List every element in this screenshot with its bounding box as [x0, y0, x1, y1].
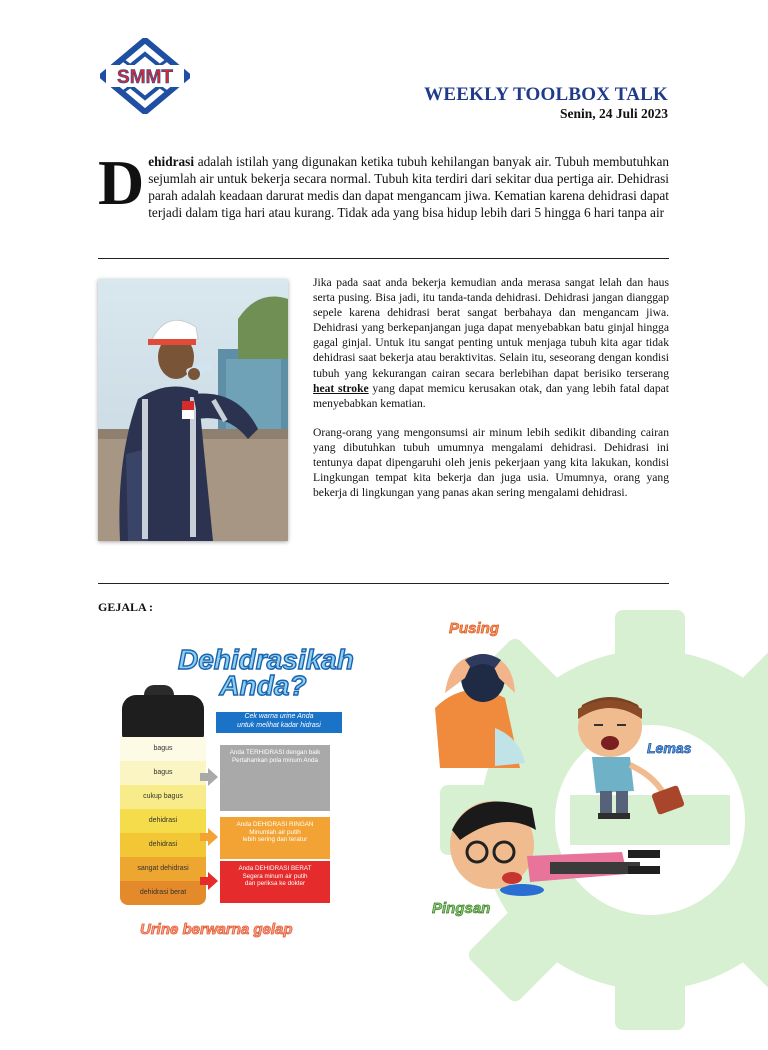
infographic-title-line1: Dehidrasikah: [178, 644, 354, 675]
infographic-title: [178, 644, 354, 701]
divider-top: [98, 258, 669, 259]
body-p1-end: yang dapat memicu kerusakan otak, dan yang lebih fatal dapat menyebabkan kematian.: [313, 381, 669, 410]
status-hydrated-line2: Pertahankan pola minum Anda: [231, 756, 319, 764]
intro-lead-word: ehidrasi: [148, 154, 195, 169]
bottle-lid: [122, 695, 204, 739]
body-p1-text: Jika pada saat anda bekerja kemudian anda merasa sangat lelah dan haus serta pusing. Bisa jadi, itu tanda-tanda dehidrasi. Dehidrasi jangan dianggap sepele karena dehidrasi berat sangat berbahaya dan mengancam jiwa. Dehidrasi yang berkepanjangan juga dapat menyebabkan batu ginjal hingga gagal ginjal. Untuk itu sangat penting untuk menjaga tubuh kita agar tidak dehidrasi saat bekerja atau beraktivitas. Selain itu, seseorang dengan kondisi tubuh yang kekurangan cairan secara berlebihan dapat berisiko terserang: [313, 276, 669, 380]
symptom-label-pingsan: Pingsan: [432, 900, 491, 917]
status-hydrated-line1: Anda TERHIDRASI dengan baik: [229, 749, 321, 756]
arrow-mild-icon: [208, 828, 218, 846]
status-severe-line1: Anda DEHIDRASI BERAT: [238, 865, 312, 872]
infographic-subtitle: [216, 712, 342, 733]
symptom-label-lemas: Lemas: [647, 740, 692, 756]
document-title: WEEKLY TOOLBOX TALK: [424, 84, 668, 105]
arrow-severe-icon: [208, 872, 218, 890]
smmt-logo: [100, 38, 190, 114]
body-text: [313, 275, 669, 514]
symptom-label-pusing: Pusing: [449, 620, 500, 637]
urine-bottle: [120, 737, 206, 905]
document-date: Senin, 24 Juli 2023: [559, 106, 668, 121]
arrow-hydrated-stem: [200, 773, 208, 781]
arrow-hydrated-icon: [208, 768, 218, 786]
symptoms-heading: GEJALA :: [98, 600, 154, 614]
body-paragraph-1: [313, 275, 669, 411]
dizzy-person-illustration: [425, 638, 535, 768]
worker-drinking-photo: [98, 279, 288, 541]
urine-band-7: dehidrasi berat: [120, 881, 206, 905]
status-mild-line1: Anda DEHIDRASI RINGAN: [236, 821, 314, 828]
status-mild-line3: lebih sering dan teratur: [242, 836, 308, 843]
intro-text: adalah istilah yang digunakan ketika tubuh kehilangan banyak air. Tubuh membutuhkan sejumlah air untuk bekerja secara normal. Tubuh kita terdiri dari sekitar dua pertiga air. Dehidrasi parah adalah keadaan darurat medis dan dapat mengancam jiwa. Kematian karena dehidrasi dapat terjadi dalam tiga hari atau kurang. Tidak ada yang bisa hidup lebih dari 5 hingga 6 hari tanpa air: [148, 154, 669, 220]
status-severe-line2: Segera minum air putih: [242, 872, 308, 880]
urine-band-5: dehidrasi: [120, 833, 206, 857]
urine-band-6: sangat dehidrasi: [120, 857, 206, 881]
svg-text:SMMT: SMMT: [117, 67, 173, 88]
urine-band-1: bagus: [120, 737, 206, 761]
divider-bottom: [98, 583, 669, 584]
infographic-title-line2: Anda?: [219, 670, 307, 701]
arrow-severe-stem: [200, 877, 208, 885]
status-mild: [220, 817, 330, 859]
urine-color-infographic: [112, 644, 354, 945]
status-mild-line2: Minumlah air putih: [249, 828, 301, 836]
intro-paragraph: [98, 147, 669, 221]
infographic-subtitle-line1: Cek warna urine Anda: [244, 713, 314, 720]
urine-band-2: bagus: [120, 761, 206, 785]
status-severe-line3: dan periksa ke dokter: [244, 880, 306, 887]
infographic-footer: Urine berwarna gelap: [140, 921, 293, 938]
drop-cap: D: [98, 147, 145, 218]
body-paragraph-2: Orang-orang yang mengonsumsi air minum lebih sedikit dibanding cairan yang dibutuhkan tubuh umumnya mengalami dehidrasi. Dehidrasi ini tentunya dapat dipengaruhi oleh jenis pekerjaan yang kita lakukan, kondisi Lingkungan tempat kita bekerja dan juga usia. Umumnya, orang yang bekerja di lingkungan yang panas akan sering mengalami dehidrasi.: [313, 425, 669, 500]
arrow-mild-stem: [200, 833, 208, 841]
status-severe: [220, 861, 330, 903]
heat-stroke-term: heat stroke: [313, 381, 369, 395]
status-hydrated: [220, 745, 330, 811]
urine-band-4: dehidrasi: [120, 809, 206, 833]
infographic-subtitle-line2: untuk melihat kadar hidrasi: [237, 721, 321, 729]
urine-band-3: cukup bagus: [120, 785, 206, 809]
fainted-person-illustration: [432, 790, 662, 900]
